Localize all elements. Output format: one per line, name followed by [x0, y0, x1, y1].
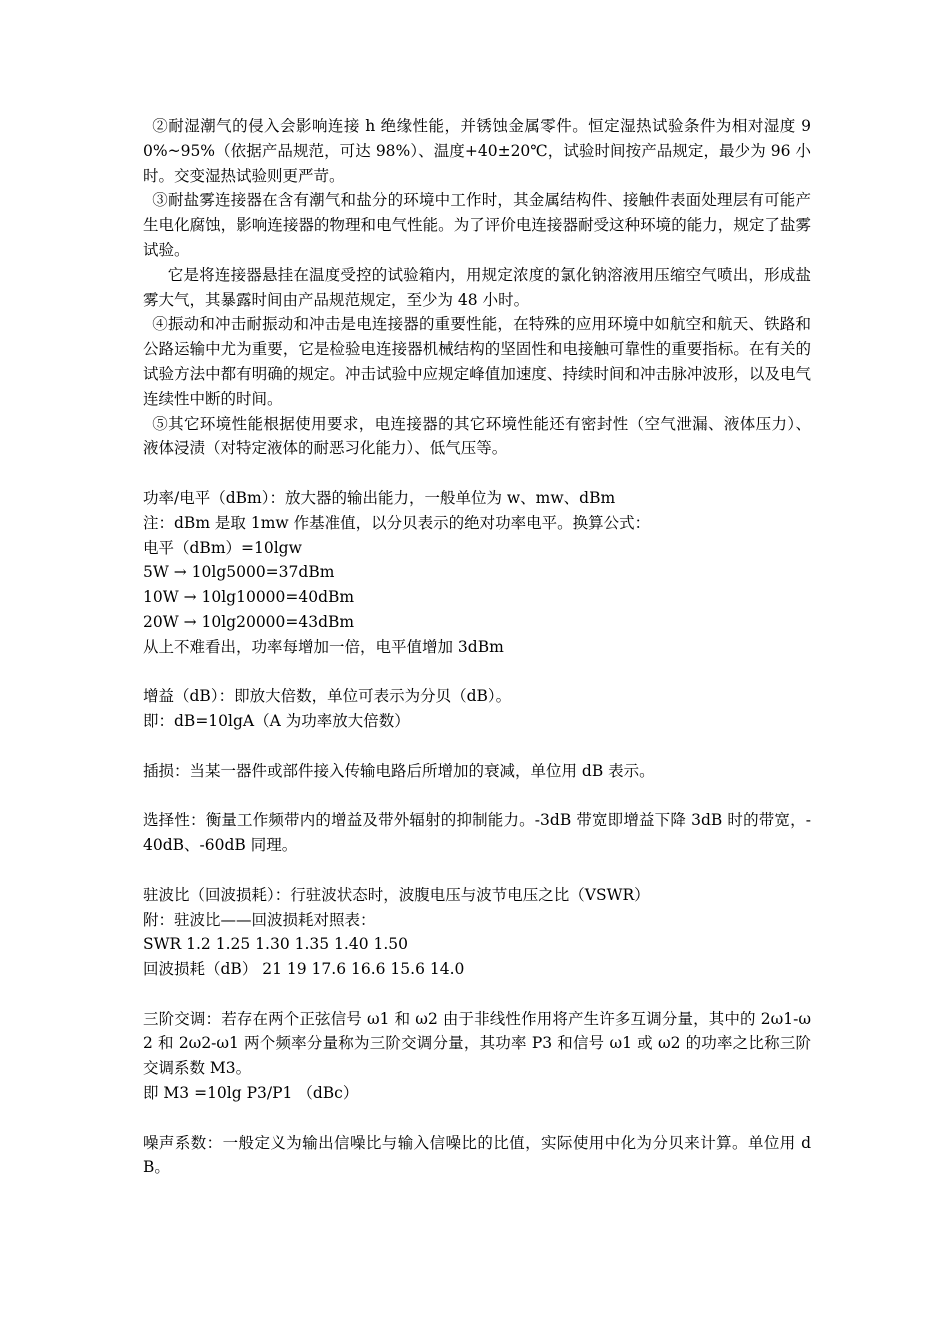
spacer: [143, 461, 811, 486]
other-environment-paragraph: ⑤其它环境性能根据使用要求，电连接器的其它环境性能还有密封性（空气泄漏、液体压力）、液体浸渍（对特定液体的耐恶习化能力）、低气压等。: [143, 414, 811, 458]
spacer: [143, 858, 811, 883]
power-example-3: 20W → 10lg20000=43dBm: [143, 612, 355, 631]
salt-fog-method-paragraph: 它是将连接器悬挂在温度受控的试验箱内，用规定浓度的氯化钠溶液用压缩空气喷出，形成盐雾大气，其暴露时间由产品规范规定，至少为 48 小时。: [143, 265, 811, 309]
spacer: [143, 982, 811, 1007]
vibration-paragraph: ④振动和冲击耐振动和冲击是电连接器的重要性能，在特殊的应用环境中如航空和航天、铁路和公路运输中尤为重要，它是检验电连接器机械结构的坚固性和电接触可靠性的重要指标。在有关的试验方法中都有明确的规定。冲击试验中应规定峰值加速度、持续时间和冲击脉冲波形，以及电气连续性中断的时间。: [143, 315, 811, 408]
vswr-table-title: 附：驻波比——回波损耗对照表：: [143, 910, 376, 929]
vswr-swr-row: SWR 1.2 1.25 1.30 1.35 1.40 1.50: [143, 935, 408, 954]
gain-definition: 增益（dB）：即放大倍数，单位可表示为分贝（dB）。: [143, 687, 512, 706]
spacer: [143, 660, 811, 685]
power-formula: 电平（dBm）=10lgw: [143, 538, 302, 557]
gain-formula: 即：dB=10lgA（A 为功率放大倍数）: [143, 712, 410, 731]
selectivity-paragraph: 选择性：衡量工作频带内的增益及带外辐射的抑制能力。-3dB 带宽即增益下降 3dB 时的带宽，-40dB、-60dB 同理。: [143, 811, 811, 855]
spacer: [143, 734, 811, 759]
salt-fog-paragraph: ③耐盐雾连接器在含有潮气和盐分的环境中工作时，其金属结构件、接触件表面处理层有可能产生电化腐蚀，影响连接器的物理和电气性能。为了评价电连接器耐受这种环境的能力，规定了盐雾试验。: [143, 191, 811, 259]
power-definition: 功率/电平（dBm）：放大器的输出能力，一般单位为 w、mw、dBm: [143, 488, 616, 507]
humidity-paragraph: ②耐湿潮气的侵入会影响连接 h 绝缘性能，并锈蚀金属零件。恒定湿热试验条件为相对湿度 90%~95%（依据产品规范，可达 98%）、温度+40±20℃，试验时间按产品规定，最少为 96 小时。交变湿热试验则更严苛。: [143, 117, 811, 185]
spacer: [143, 784, 811, 809]
power-example-1: 5W → 10lg5000=37dBm: [143, 563, 335, 582]
power-conclusion: 从上不难看出，功率每增加一倍，电平值增加 3dBm: [143, 637, 504, 656]
document-page: [143, 114, 811, 1180]
vswr-return-loss-row: 回波损耗（dB） 21 19 17.6 16.6 15.6 14.0: [143, 960, 465, 979]
power-example-2: 10W → 10lg10000=40dBm: [143, 588, 355, 607]
spacer: [143, 1106, 811, 1131]
intermod-definition: 三阶交调：若存在两个正弦信号 ω1 和 ω2 由于非线性作用将产生许多互调分量，其中的 2ω1-ω2 和 2ω2-ω1 两个频率分量称为三阶交调分量，其功率 P3 和信号 ω1 或 ω2 的功率之比称三阶交调系数 M3。: [143, 1009, 811, 1078]
intermod-formula: 即 M3 =10lg P3/P1 （dBc）: [143, 1084, 359, 1103]
insertion-loss-paragraph: 插损：当某一器件或部件接入传输电路后所增加的衰减，单位用 dB 表示。: [143, 761, 655, 780]
noise-figure-paragraph: 噪声系数：一般定义为输出信噪比与输入信噪比的比值，实际使用中化为分贝来计算。单位用 dB。: [143, 1133, 811, 1177]
vswr-definition: 驻波比（回波损耗）：行驻波状态时，波腹电压与波节电压之比（VSWR）: [143, 885, 650, 904]
power-note: 注：dBm 是取 1mw 作基准值，以分贝表示的绝对功率电平。换算公式：: [143, 513, 651, 532]
